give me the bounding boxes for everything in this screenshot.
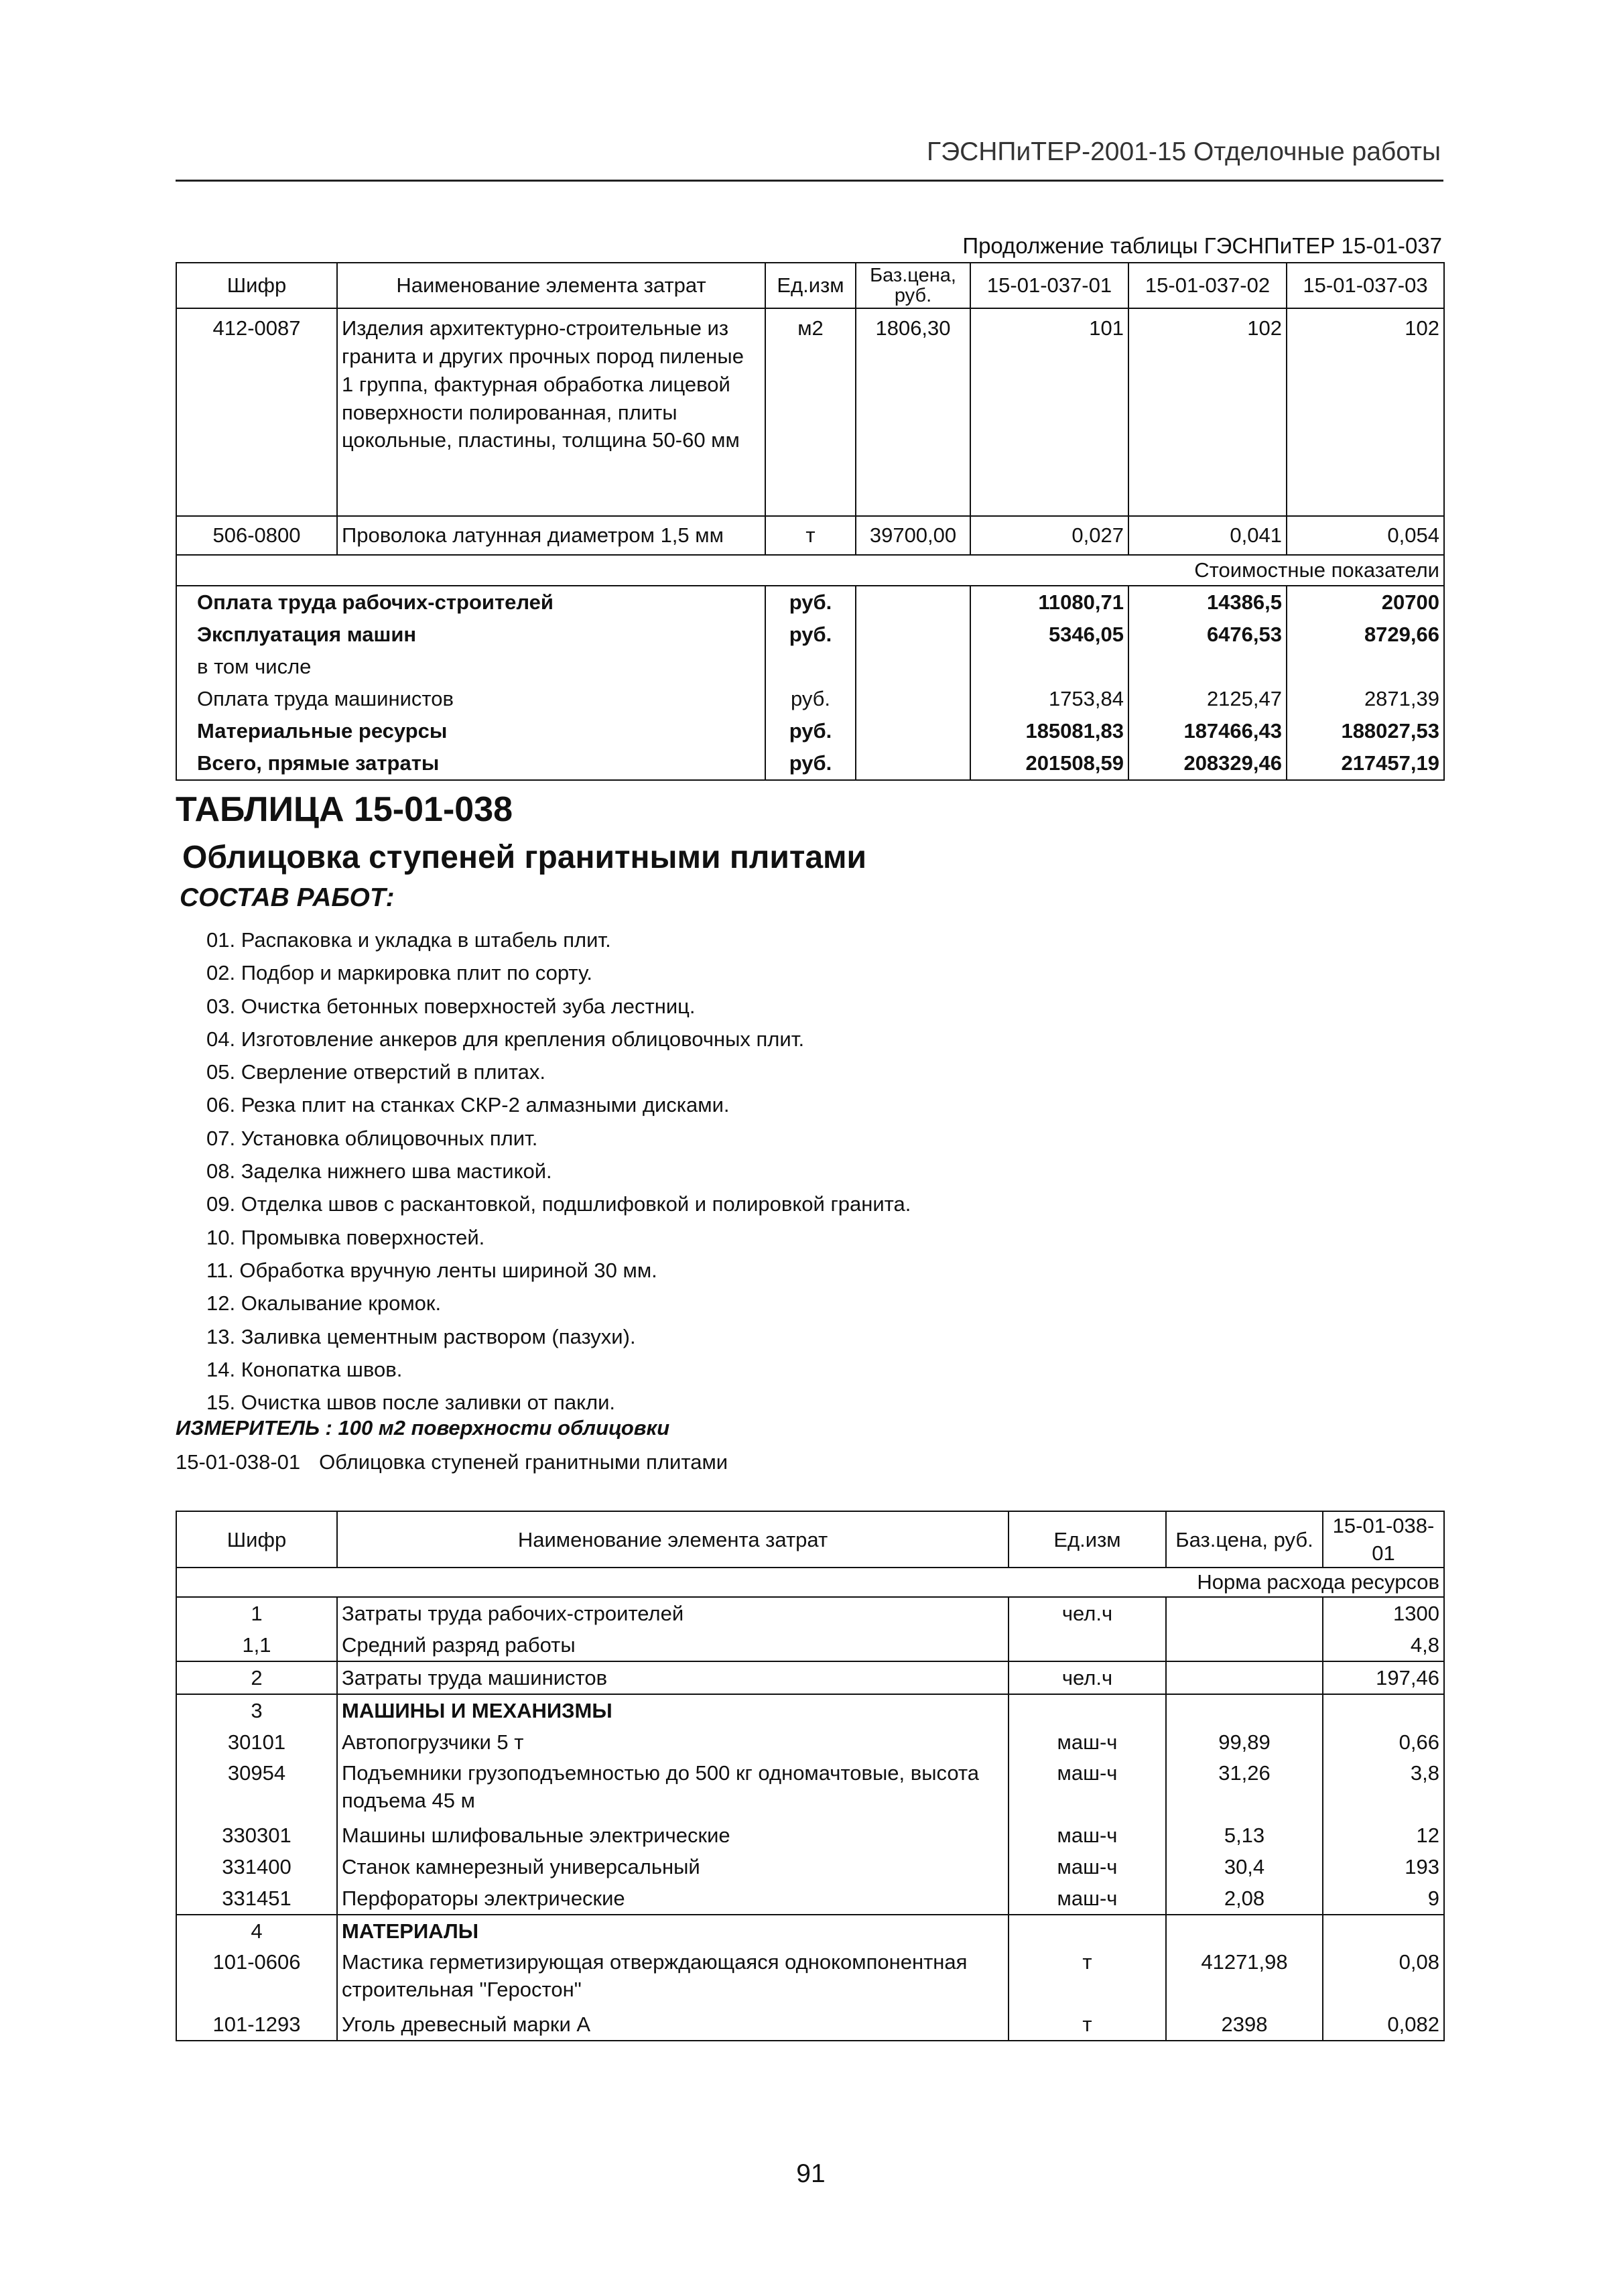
- table-row: [176, 1947, 1444, 2008]
- table2-header-row: [176, 1511, 1444, 1568]
- table-row: [176, 2008, 1444, 2041]
- row-unit: маш-ч: [1009, 1851, 1166, 1883]
- col-header-code: Шифр: [176, 1511, 337, 1568]
- summary-unit: руб.: [765, 619, 856, 651]
- summary-price-empty: [856, 747, 970, 780]
- row-price: 2398: [1166, 2008, 1323, 2041]
- summary-unit: руб.: [765, 715, 856, 747]
- row-value: 0,66: [1323, 1726, 1444, 1758]
- row-value: 0,082: [1323, 2008, 1444, 2041]
- col-header-price: Баз.цена, руб.: [856, 263, 970, 308]
- norm-name: Облицовка ступеней гранитными плитами: [319, 1450, 728, 1474]
- norma-header: Норма расхода ресурсов: [176, 1568, 1444, 1596]
- table1-header-row: [176, 263, 1444, 308]
- row-value: 0,08: [1323, 1947, 1444, 2008]
- table-row: [176, 1629, 1444, 1661]
- row-unit: [1009, 1629, 1166, 1661]
- row-name: Станок камнерезный универсальный: [337, 1851, 1009, 1883]
- summary-value-1: [970, 651, 1128, 683]
- row-code: 506-0800: [176, 516, 337, 555]
- summary-row: [176, 619, 1444, 651]
- work-list: [206, 923, 911, 1419]
- list-item: 01. Распаковка и укладка в штабель плит.: [206, 928, 611, 952]
- list-item: 05. Сверление отверстий в плитах.: [206, 1060, 546, 1084]
- summary-value-2: [1128, 651, 1287, 683]
- row-name: Мастика герметизирующая отверждающаяся однокомпонентная строительная "Героcтон": [337, 1947, 1009, 2008]
- list-item: 11. Обработка вручную ленты шириной 30 мм.: [206, 1258, 657, 1282]
- row-price: [1166, 1661, 1323, 1694]
- summary-label: Всего, прямые затраты: [176, 747, 765, 780]
- summary-row: [176, 586, 1444, 619]
- row-value-1: 0,027: [970, 516, 1128, 555]
- summary-value-3: 2871,39: [1287, 683, 1444, 715]
- row-name: Автопогрузчики 5 т: [337, 1726, 1009, 1758]
- row-code: 4: [176, 1915, 337, 1947]
- summary-value-2: 187466,43: [1128, 715, 1287, 747]
- col-header-unit: Ед.изм: [1009, 1511, 1166, 1568]
- table-row: [176, 308, 1444, 516]
- row-price: 39700,00: [856, 516, 970, 555]
- row-value-3: 0,054: [1287, 516, 1444, 555]
- row-price: [1166, 1694, 1323, 1726]
- row-price: 5,13: [1166, 1820, 1323, 1851]
- summary-label: Материальные ресурсы: [176, 715, 765, 747]
- summary-value-3: 188027,53: [1287, 715, 1444, 747]
- table-row: [176, 516, 1444, 555]
- row-price: 31,26: [1166, 1758, 1323, 1820]
- row-price: [1166, 1915, 1323, 1947]
- row-name: Перфораторы электрические: [337, 1883, 1009, 1915]
- col-header-name: Наименование элемента затрат: [337, 263, 765, 308]
- summary-label: в том числе: [176, 651, 765, 683]
- summary-unit: руб.: [765, 586, 856, 619]
- row-value: [1323, 1694, 1444, 1726]
- cost-indicators-label: Стоимостные показатели: [176, 555, 1444, 586]
- list-item: 15. Очистка швов после заливки от пакли.: [206, 1391, 616, 1415]
- row-code: 331451: [176, 1883, 337, 1915]
- row-unit: т: [1009, 2008, 1166, 2041]
- row-unit: маш-ч: [1009, 1726, 1166, 1758]
- col-header-code: Шифр: [176, 263, 337, 308]
- col-header-name: Наименование элемента затрат: [337, 1511, 1009, 1568]
- summary-label: Эксплуатация машин: [176, 619, 765, 651]
- row-price: [1166, 1597, 1323, 1629]
- table-row: [176, 1851, 1444, 1883]
- list-item: 03. Очистка бетонных поверхностей зуба лестниц.: [206, 994, 696, 1018]
- table-subtitle: Облицовка ступеней гранитными плитами: [182, 840, 867, 875]
- cost-indicators-header: [176, 555, 1444, 586]
- col-header-038-01: 15-01-038-01: [1323, 1511, 1444, 1568]
- summary-price-empty: [856, 586, 970, 619]
- summary-price-empty: [856, 651, 970, 683]
- row-name: Средний разряд работы: [337, 1629, 1009, 1661]
- table-row: [176, 1883, 1444, 1915]
- row-unit: чел.ч: [1009, 1597, 1166, 1629]
- list-item: 06. Резка плит на станках СКР-2 алмазными дисками.: [206, 1093, 730, 1117]
- row-price: 2,08: [1166, 1883, 1323, 1915]
- summary-unit: руб.: [765, 683, 856, 715]
- table-title: ТАБЛИЦА 15-01-038: [176, 790, 513, 829]
- table-row: [176, 1694, 1444, 1726]
- summary-label: Оплата труда рабочих-строителей: [176, 586, 765, 619]
- row-unit: [1009, 1694, 1166, 1726]
- row-name: Уголь древесный марки А: [337, 2008, 1009, 2041]
- row-value-2: 102: [1128, 308, 1287, 516]
- list-item: 04. Изготовление анкеров для крепления облицовочных плит.: [206, 1027, 805, 1051]
- summary-value-2: 208329,46: [1128, 747, 1287, 780]
- row-code: 1,1: [176, 1629, 337, 1661]
- summary-value-1: 185081,83: [970, 715, 1128, 747]
- row-name: Проволока латунная диаметром 1,5 мм: [337, 516, 765, 555]
- work-composition-heading: СОСТАВ РАБОТ:: [180, 883, 395, 912]
- summary-value-3: 8729,66: [1287, 619, 1444, 651]
- summary-row: [176, 683, 1444, 715]
- row-value: 193: [1323, 1851, 1444, 1883]
- norm-code: 15-01-038-01: [176, 1450, 301, 1474]
- row-value: [1323, 1915, 1444, 1947]
- table-15-01-037-continuation: [176, 262, 1445, 781]
- row-name: Затраты труда машинистов: [337, 1661, 1009, 1694]
- summary-value-1: 11080,71: [970, 586, 1128, 619]
- row-price: 99,89: [1166, 1726, 1323, 1758]
- row-code: 2: [176, 1661, 337, 1694]
- summary-value-1: 201508,59: [970, 747, 1128, 780]
- row-value-1: 101: [970, 308, 1128, 516]
- row-value-2: 0,041: [1128, 516, 1287, 555]
- row-price: 30,4: [1166, 1851, 1323, 1883]
- list-item: 09. Отделка швов с раскантовкой, подшлифовкой и полировкой гранита.: [206, 1192, 911, 1216]
- row-value: 3,8: [1323, 1758, 1444, 1820]
- row-code: 3: [176, 1694, 337, 1726]
- norm-line: [176, 1450, 728, 1474]
- col-header-037-01: 15-01-037-01: [970, 263, 1128, 308]
- summary-value-1: 5346,05: [970, 619, 1128, 651]
- summary-row: [176, 651, 1444, 683]
- row-value: 12: [1323, 1820, 1444, 1851]
- list-item: 12. Окалывание кромок.: [206, 1291, 442, 1316]
- col-header-037-03: 15-01-037-03: [1287, 263, 1444, 308]
- list-item: 08. Заделка нижнего шва мастикой.: [206, 1159, 552, 1184]
- measure-unit-line: ИЗМЕРИТЕЛЬ : 100 м2 поверхности облицовки: [176, 1416, 670, 1440]
- summary-price-empty: [856, 619, 970, 651]
- summary-value-2: 6476,53: [1128, 619, 1287, 651]
- list-item: 10. Промывка поверхностей.: [206, 1225, 485, 1249]
- table-15-01-038: [176, 1511, 1445, 2041]
- summary-value-2: 2125,47: [1128, 683, 1287, 715]
- row-name: Затраты труда рабочих-строителей: [337, 1597, 1009, 1629]
- row-price: 1806,30: [856, 308, 970, 516]
- header-rule: [176, 180, 1443, 182]
- table-row: [176, 1661, 1444, 1694]
- summary-label: Оплата труда машинистов: [176, 683, 765, 715]
- list-item: 02. Подбор и маркировка плит по сорту.: [206, 961, 592, 985]
- row-code: 331400: [176, 1851, 337, 1883]
- col-header-unit: Ед.изм: [765, 263, 856, 308]
- list-item: 14. Конопатка швов.: [206, 1357, 403, 1381]
- summary-price-empty: [856, 683, 970, 715]
- row-value-3: 102: [1287, 308, 1444, 516]
- table-row: [176, 1597, 1444, 1629]
- table-row: [176, 1915, 1444, 1947]
- row-unit: чел.ч: [1009, 1661, 1166, 1694]
- table2-body: [176, 1597, 1444, 2041]
- row-unit: маш-ч: [1009, 1820, 1166, 1851]
- list-item: 07. Установка облицовочных плит.: [206, 1126, 538, 1150]
- row-value: 4,8: [1323, 1629, 1444, 1661]
- row-price: 41271,98: [1166, 1947, 1323, 2008]
- row-code: 30954: [176, 1758, 337, 1820]
- row-code: 30101: [176, 1726, 337, 1758]
- row-code: 1: [176, 1597, 337, 1629]
- row-unit: т: [765, 516, 856, 555]
- running-header: ГЭСНПиТЕР-2001-15 Отделочные работы: [926, 137, 1441, 166]
- row-unit: м2: [765, 308, 856, 516]
- row-name: МАШИНЫ И МЕХАНИЗМЫ: [337, 1694, 1009, 1726]
- summary-value-1: 1753,84: [970, 683, 1128, 715]
- row-code: 101-0606: [176, 1947, 337, 2008]
- table-row: [176, 1820, 1444, 1851]
- row-code: 412-0087: [176, 308, 337, 516]
- row-code: 101-1293: [176, 2008, 337, 2041]
- row-code: 330301: [176, 1820, 337, 1851]
- row-name: Изделия архитектурно-строительные из гранита и других прочных пород пиленые 1 группа, фактурная обработка лицевой поверхности полированная, плиты цокольные, пластины, толщина 50-60 мм: [337, 308, 765, 516]
- col-header-price: Баз.цена, руб.: [1166, 1511, 1323, 1568]
- row-unit: т: [1009, 1947, 1166, 2008]
- norma-header-row: [176, 1568, 1444, 1596]
- row-value: 1300: [1323, 1597, 1444, 1629]
- row-name: Машины шлифовальные электрические: [337, 1820, 1009, 1851]
- summary-value-3: [1287, 651, 1444, 683]
- list-item: 13. Заливка цементным раствором (пазухи).: [206, 1324, 636, 1348]
- page-number: 91: [796, 2159, 826, 2188]
- row-unit: [1009, 1915, 1166, 1947]
- row-value: 9: [1323, 1883, 1444, 1915]
- summary-price-empty: [856, 715, 970, 747]
- row-unit: маш-ч: [1009, 1758, 1166, 1820]
- summary-row: [176, 715, 1444, 747]
- row-unit: маш-ч: [1009, 1883, 1166, 1915]
- summary-unit: [765, 651, 856, 683]
- summary-unit: руб.: [765, 747, 856, 780]
- table-row: [176, 1758, 1444, 1820]
- col-header-037-02: 15-01-037-02: [1128, 263, 1287, 308]
- row-name: МАТЕРИАЛЫ: [337, 1915, 1009, 1947]
- row-value: 197,46: [1323, 1661, 1444, 1694]
- table1-caption: Продолжение таблицы ГЭСНПиТЕР 15-01-037: [962, 233, 1442, 258]
- summary-value-3: 217457,19: [1287, 747, 1444, 780]
- summary-row: [176, 747, 1444, 780]
- table-row: [176, 1726, 1444, 1758]
- row-name: Подъемники грузоподъемностью до 500 кг одномачтовые, высота подъема 45 м: [337, 1758, 1009, 1820]
- summary-value-2: 14386,5: [1128, 586, 1287, 619]
- row-price: [1166, 1629, 1323, 1661]
- summary-value-3: 20700: [1287, 586, 1444, 619]
